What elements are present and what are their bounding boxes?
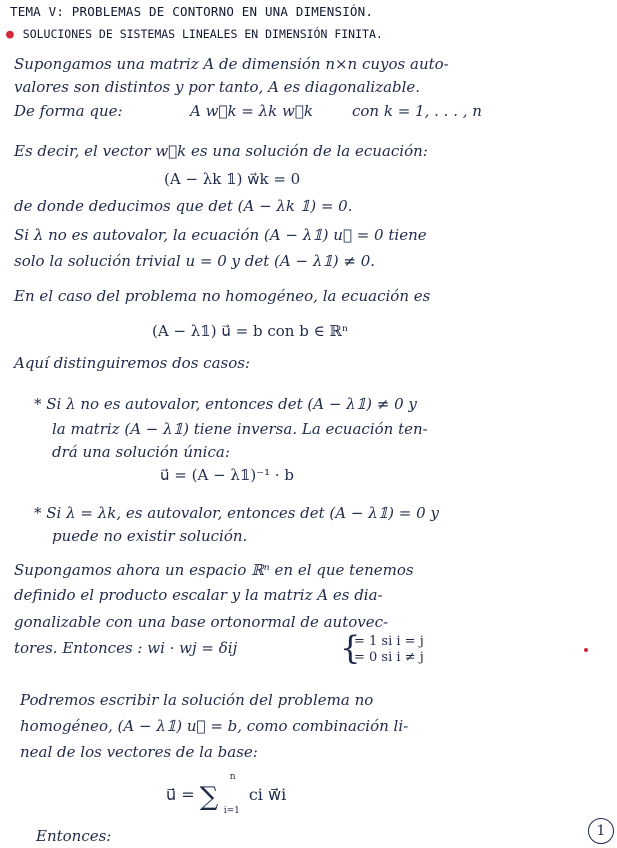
page-number-badge: 1: [588, 818, 614, 844]
text-line: Si λ no es autovalor, la ecuación (A − λ𝟙) u⃗ = 0 tiene: [14, 226, 427, 244]
summation-equation: [166, 772, 287, 816]
sum-upper-limit: n: [229, 772, 236, 782]
case-row: = 0 si i ≠ j: [354, 650, 424, 665]
text-line: neal de los vectores de la base:: [20, 743, 258, 761]
sum-rhs: ci w⃗i: [248, 785, 287, 804]
text-line: la matriz (A − λ𝟙) tiene inversa. La ecuación ten-: [52, 420, 428, 438]
text-line: de donde deducimos que det (A − λk 𝟙) = 0.: [14, 197, 353, 215]
text-line: tores. Entonces : wi · wj = δij: [14, 639, 238, 657]
display-equation: u⃗ = (A − λ𝟙)⁻¹ · b: [160, 466, 295, 484]
text-line: * Si λ no es autovalor, entonces det (A − λ𝟙) ≠ 0 y: [34, 395, 417, 413]
bullet-dot-icon: ●: [6, 27, 14, 42]
subtitle-text: SOLUCIONES DE SISTEMAS LINEALES EN DIMENSIÓN FINITA.: [22, 27, 383, 41]
case-row: = 1 si i = j: [354, 634, 424, 649]
section-subtitle: [6, 27, 383, 42]
sum-lower-limit: i=1: [223, 806, 240, 816]
sigma-symbol: ∑: [199, 782, 219, 812]
text-line: homogéneo, (A − λ𝟙) u⃗ = b, como combinación li-: [20, 717, 409, 735]
text-line: drá una solución única:: [52, 443, 230, 461]
text-line: puede no existir solución.: [52, 527, 248, 545]
red-dot-mark: [584, 648, 588, 652]
display-equation: (A − λk 𝟙) w⃗k = 0: [164, 170, 301, 188]
text-line: Es decir, el vector w⃗k es una solución de la ecuación:: [14, 142, 428, 160]
text-line: * Si λ = λk, es autovalor, entonces det (A − λ𝟙) = 0 y: [34, 504, 439, 522]
page-title: TEMA V: PROBLEMAS DE CONTORNO EN UNA DIMENSIÓN.: [10, 4, 374, 19]
text-line: definido el producto escalar y la matriz A es dia-: [14, 586, 383, 604]
text-fragment: De forma que:: [14, 102, 123, 120]
text-line: Supongamos ahora un espacio ℝⁿ en el que tenemos: [14, 561, 414, 579]
text-line: solo la solución trivial u = 0 y det (A − λ𝟙) ≠ 0.: [14, 252, 376, 270]
text-line: valores son distintos y por tanto, A es diagonalizable.: [14, 78, 421, 96]
sigma-block: [199, 772, 244, 816]
left-brace-icon: {: [340, 629, 361, 667]
text-fragment: con k = 1, . . . , n: [352, 102, 482, 120]
text-line: Supongamos una matriz A de dimensión n×n cuyos auto-: [14, 55, 449, 73]
text-line: Aquí distinguiremos dos casos:: [14, 354, 250, 372]
text-line: Podremos escribir la solución del problema no: [20, 691, 374, 709]
display-equation: (A − λ𝟙) u⃗ = b con b ∈ ℝⁿ: [152, 322, 349, 340]
text-line: gonalizable con una base ortonormal de autovec-: [14, 613, 389, 631]
text-line: En el caso del problema no homogéneo, la ecuación es: [14, 287, 431, 305]
inline-equation: A w⃗k = λk w⃗k: [190, 102, 313, 120]
sum-lhs: u⃗ =: [166, 785, 195, 804]
text-line: Entonces:: [36, 827, 112, 845]
text-line-with-equation: [14, 101, 609, 121]
